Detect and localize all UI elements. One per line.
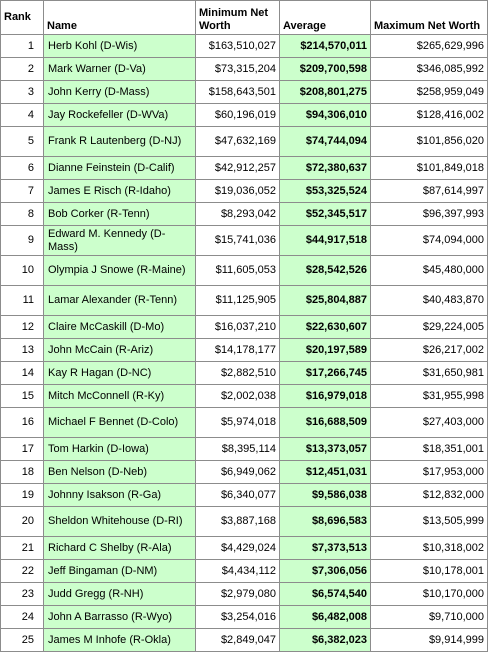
- table-row: [1, 606, 488, 629]
- average-cell: $16,688,509: [280, 408, 371, 438]
- name-cell: Sheldon Whitehouse (D-RI): [44, 507, 196, 537]
- name-cell: John Kerry (D-Mass): [44, 81, 196, 104]
- header-row: [1, 1, 488, 35]
- table-row: [1, 104, 488, 127]
- name-cell: Jay Rockefeller (D-WVa): [44, 104, 196, 127]
- name-cell: James E Risch (R-Idaho): [44, 180, 196, 203]
- rank-cell: 2: [1, 58, 44, 81]
- header-max-net-worth: Maximum Net Worth: [371, 1, 488, 35]
- header-name: Name: [44, 1, 196, 35]
- max-net-worth-cell: $9,710,000: [371, 606, 488, 629]
- rank-cell: 24: [1, 606, 44, 629]
- max-net-worth-cell: $96,397,993: [371, 203, 488, 226]
- table-row: [1, 127, 488, 157]
- min-net-worth-cell: $6,340,077: [196, 484, 280, 507]
- min-net-worth-cell: $14,178,177: [196, 339, 280, 362]
- rank-cell: 16: [1, 408, 44, 438]
- rank-cell: 10: [1, 256, 44, 286]
- rank-cell: 19: [1, 484, 44, 507]
- table-body: [1, 35, 488, 652]
- min-net-worth-cell: $163,510,027: [196, 35, 280, 58]
- average-cell: $7,373,513: [280, 537, 371, 560]
- rank-cell: 22: [1, 560, 44, 583]
- average-cell: $209,700,598: [280, 58, 371, 81]
- table-row: [1, 507, 488, 537]
- max-net-worth-cell: $128,416,002: [371, 104, 488, 127]
- table-row: [1, 484, 488, 507]
- table-row: [1, 256, 488, 286]
- average-cell: $74,744,094: [280, 127, 371, 157]
- name-cell: Jeff Bingaman (D-NM): [44, 560, 196, 583]
- rank-cell: 12: [1, 316, 44, 339]
- name-cell: Tom Harkin (D-Iowa): [44, 438, 196, 461]
- min-net-worth-cell: $4,434,112: [196, 560, 280, 583]
- name-cell: Johnny Isakson (R-Ga): [44, 484, 196, 507]
- min-net-worth-cell: $3,254,016: [196, 606, 280, 629]
- name-cell: Bob Corker (R-Tenn): [44, 203, 196, 226]
- rank-cell: 15: [1, 385, 44, 408]
- table-row: [1, 316, 488, 339]
- average-cell: $214,570,011: [280, 35, 371, 58]
- name-cell: Ben Nelson (D-Neb): [44, 461, 196, 484]
- rank-cell: 14: [1, 362, 44, 385]
- min-net-worth-cell: $16,037,210: [196, 316, 280, 339]
- min-net-worth-cell: $158,643,501: [196, 81, 280, 104]
- average-cell: $12,451,031: [280, 461, 371, 484]
- rank-cell: 11: [1, 286, 44, 316]
- max-net-worth-cell: $45,480,000: [371, 256, 488, 286]
- min-net-worth-cell: $8,293,042: [196, 203, 280, 226]
- min-net-worth-cell: $2,002,038: [196, 385, 280, 408]
- name-cell: John A Barrasso (R-Wyo): [44, 606, 196, 629]
- min-net-worth-cell: $60,196,019: [196, 104, 280, 127]
- max-net-worth-cell: $31,955,998: [371, 385, 488, 408]
- rank-cell: 1: [1, 35, 44, 58]
- min-net-worth-cell: $47,632,169: [196, 127, 280, 157]
- rank-cell: 8: [1, 203, 44, 226]
- name-cell: Mark Warner (D-Va): [44, 58, 196, 81]
- average-cell: $6,574,540: [280, 583, 371, 606]
- header-average: Average: [280, 1, 371, 35]
- rank-cell: 4: [1, 104, 44, 127]
- max-net-worth-cell: $10,170,000: [371, 583, 488, 606]
- table-row: [1, 286, 488, 316]
- name-cell: Claire McCaskill (D-Mo): [44, 316, 196, 339]
- table-row: [1, 560, 488, 583]
- average-cell: $94,306,010: [280, 104, 371, 127]
- max-net-worth-cell: $87,614,997: [371, 180, 488, 203]
- max-net-worth-cell: $17,953,000: [371, 461, 488, 484]
- average-cell: $16,979,018: [280, 385, 371, 408]
- max-net-worth-cell: $10,178,001: [371, 560, 488, 583]
- rank-cell: 18: [1, 461, 44, 484]
- max-net-worth-cell: $101,849,018: [371, 157, 488, 180]
- rank-cell: 23: [1, 583, 44, 606]
- name-cell: Olympia J Snowe (R-Maine): [44, 256, 196, 286]
- table-row: [1, 339, 488, 362]
- max-net-worth-cell: $101,856,020: [371, 127, 488, 157]
- header-rank: Rank: [1, 1, 44, 35]
- max-net-worth-cell: $31,650,981: [371, 362, 488, 385]
- rank-cell: 13: [1, 339, 44, 362]
- table-row: [1, 226, 488, 256]
- max-net-worth-cell: $40,483,870: [371, 286, 488, 316]
- name-cell: Kay R Hagan (D-NC): [44, 362, 196, 385]
- max-net-worth-cell: $9,914,999: [371, 629, 488, 652]
- max-net-worth-cell: $10,318,002: [371, 537, 488, 560]
- name-cell: John McCain (R-Ariz): [44, 339, 196, 362]
- min-net-worth-cell: $42,912,257: [196, 157, 280, 180]
- name-cell: Lamar Alexander (R-Tenn): [44, 286, 196, 316]
- rank-cell: 3: [1, 81, 44, 104]
- table-row: [1, 81, 488, 104]
- table-row: [1, 362, 488, 385]
- min-net-worth-cell: $3,887,168: [196, 507, 280, 537]
- min-net-worth-cell: $73,315,204: [196, 58, 280, 81]
- min-net-worth-cell: $6,949,062: [196, 461, 280, 484]
- average-cell: $8,696,583: [280, 507, 371, 537]
- average-cell: $53,325,524: [280, 180, 371, 203]
- max-net-worth-cell: $265,629,996: [371, 35, 488, 58]
- average-cell: $52,345,517: [280, 203, 371, 226]
- header-min-net-worth: Minimum Net Worth: [196, 1, 280, 35]
- table-row: [1, 35, 488, 58]
- rank-cell: 20: [1, 507, 44, 537]
- average-cell: $72,380,637: [280, 157, 371, 180]
- name-cell: Judd Gregg (R-NH): [44, 583, 196, 606]
- average-cell: $25,804,887: [280, 286, 371, 316]
- average-cell: $20,197,589: [280, 339, 371, 362]
- average-cell: $44,917,518: [280, 226, 371, 256]
- average-cell: $22,630,607: [280, 316, 371, 339]
- min-net-worth-cell: $2,849,047: [196, 629, 280, 652]
- max-net-worth-cell: $12,832,000: [371, 484, 488, 507]
- min-net-worth-cell: $11,605,053: [196, 256, 280, 286]
- min-net-worth-cell: $11,125,905: [196, 286, 280, 316]
- min-net-worth-cell: $2,882,510: [196, 362, 280, 385]
- table-row: [1, 629, 488, 652]
- min-net-worth-cell: $2,979,080: [196, 583, 280, 606]
- rank-cell: 7: [1, 180, 44, 203]
- name-cell: Mitch McConnell (R-Ky): [44, 385, 196, 408]
- table-row: [1, 583, 488, 606]
- max-net-worth-cell: $74,094,000: [371, 226, 488, 256]
- rank-cell: 17: [1, 438, 44, 461]
- name-cell: Edward M. Kennedy (D-Mass): [44, 226, 196, 256]
- table-row: [1, 157, 488, 180]
- table-row: [1, 438, 488, 461]
- table-row: [1, 180, 488, 203]
- name-cell: Dianne Feinstein (D-Calif): [44, 157, 196, 180]
- rank-cell: 6: [1, 157, 44, 180]
- average-cell: $13,373,057: [280, 438, 371, 461]
- rank-cell: 5: [1, 127, 44, 157]
- min-net-worth-cell: $4,429,024: [196, 537, 280, 560]
- table-row: [1, 408, 488, 438]
- table-row: [1, 58, 488, 81]
- average-cell: $7,306,056: [280, 560, 371, 583]
- min-net-worth-cell: $19,036,052: [196, 180, 280, 203]
- average-cell: $9,586,038: [280, 484, 371, 507]
- max-net-worth-cell: $26,217,002: [371, 339, 488, 362]
- name-cell: James M Inhofe (R-Okla): [44, 629, 196, 652]
- average-cell: $208,801,275: [280, 81, 371, 104]
- table-row: [1, 385, 488, 408]
- rank-cell: 25: [1, 629, 44, 652]
- min-net-worth-cell: $8,395,114: [196, 438, 280, 461]
- name-cell: Herb Kohl (D-Wis): [44, 35, 196, 58]
- min-net-worth-cell: $5,974,018: [196, 408, 280, 438]
- rank-cell: 9: [1, 226, 44, 256]
- min-net-worth-cell: $15,741,036: [196, 226, 280, 256]
- average-cell: $17,266,745: [280, 362, 371, 385]
- average-cell: $28,542,526: [280, 256, 371, 286]
- table-row: [1, 461, 488, 484]
- name-cell: Richard C Shelby (R-Ala): [44, 537, 196, 560]
- table-row: [1, 537, 488, 560]
- max-net-worth-cell: $346,085,992: [371, 58, 488, 81]
- name-cell: Frank R Lautenberg (D-NJ): [44, 127, 196, 157]
- max-net-worth-cell: $27,403,000: [371, 408, 488, 438]
- rank-cell: 21: [1, 537, 44, 560]
- average-cell: $6,382,023: [280, 629, 371, 652]
- name-cell: Michael F Bennet (D-Colo): [44, 408, 196, 438]
- max-net-worth-cell: $18,351,001: [371, 438, 488, 461]
- table-row: [1, 203, 488, 226]
- max-net-worth-cell: $258,959,049: [371, 81, 488, 104]
- average-cell: $6,482,008: [280, 606, 371, 629]
- max-net-worth-cell: $13,505,999: [371, 507, 488, 537]
- max-net-worth-cell: $29,224,005: [371, 316, 488, 339]
